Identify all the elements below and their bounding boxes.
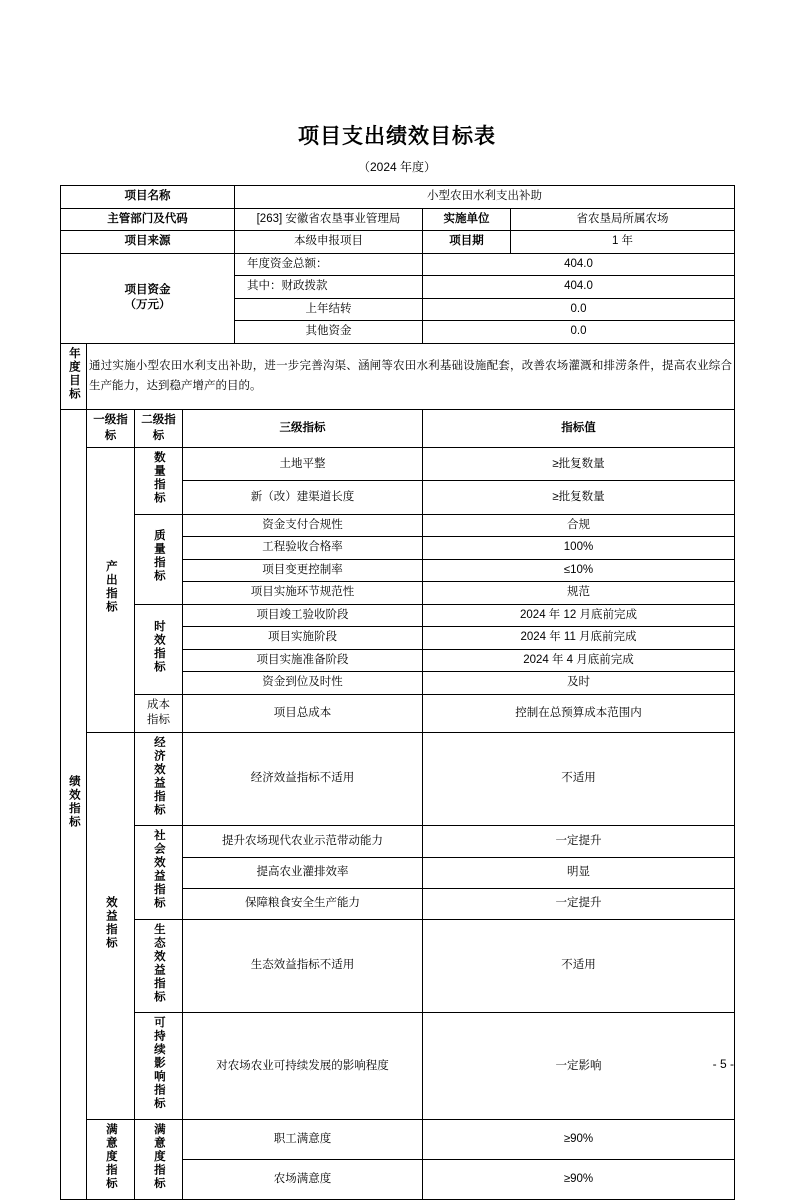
period-label: 项目期 bbox=[423, 231, 511, 254]
table-row bbox=[61, 253, 735, 276]
indicator-value: ≤10% bbox=[423, 559, 735, 582]
indicator-value: 不适用 bbox=[423, 732, 735, 826]
source-value: 本级申报项目 bbox=[235, 231, 423, 254]
indicator-name: 项目实施阶段 bbox=[183, 627, 423, 650]
unit-label: 实施单位 bbox=[423, 208, 511, 231]
funds-row-name: 其中：财政拨款 bbox=[235, 276, 423, 299]
indicator-name: 提升农场现代农业示范带动能力 bbox=[183, 826, 423, 857]
indicator-name: 项目实施准备阶段 bbox=[183, 649, 423, 672]
level1-output: 产出指标 bbox=[87, 448, 135, 733]
indicator-name: 经济效益指标不适用 bbox=[183, 732, 423, 826]
indicator-value: 及时 bbox=[423, 672, 735, 695]
table-row bbox=[61, 1120, 735, 1160]
funds-row-name: 上年结转 bbox=[235, 298, 423, 321]
table-row bbox=[61, 343, 735, 410]
indicator-value: 合规 bbox=[423, 514, 735, 537]
table-row bbox=[61, 826, 735, 857]
page-subtitle: （2024 年度） bbox=[357, 160, 437, 174]
funds-row-value: 0.0 bbox=[423, 321, 735, 344]
indicator-name: 生态效益指标不适用 bbox=[183, 919, 423, 1013]
indicator-name: 农场满意度 bbox=[183, 1160, 423, 1200]
performance-indicators-label: 绩效指标 bbox=[61, 410, 87, 1200]
period-value: 1 年 bbox=[511, 231, 735, 254]
level2-economic: 经济效益指标 bbox=[135, 732, 183, 826]
indicator-value: 2024 年 4 月底前完成 bbox=[423, 649, 735, 672]
unit-value: 省农垦局所属农场 bbox=[511, 208, 735, 231]
funds-row-value: 404.0 bbox=[423, 276, 735, 299]
table-row bbox=[61, 410, 735, 448]
indicator-name: 职工满意度 bbox=[183, 1120, 423, 1160]
level2-satisfaction: 满意度指标 bbox=[135, 1120, 183, 1200]
indicator-value: 规范 bbox=[423, 582, 735, 605]
indicator-name: 资金支付合规性 bbox=[183, 514, 423, 537]
performance-target-table bbox=[60, 185, 735, 1200]
annual-goal-text: 通过实施小型农田水利支出补助，进一步完善沟渠、涵闸等农田水利基础设施配套，改善农场灌溉和排涝条件，提高农业综合生产能力，达到稳产增产的目的。 bbox=[87, 343, 735, 410]
table-row bbox=[61, 448, 735, 481]
indicator-value: 一定提升 bbox=[423, 888, 735, 919]
indicator-name: 保障粮食安全生产能力 bbox=[183, 888, 423, 919]
dept-label: 主管部门及代码 bbox=[61, 208, 235, 231]
table-row bbox=[61, 604, 735, 627]
funds-row-value: 404.0 bbox=[423, 253, 735, 276]
indicator-value: 控制在总预算成本范围内 bbox=[423, 694, 735, 732]
level1-satisfaction: 满意度指标 bbox=[87, 1120, 135, 1200]
level2-ecological: 生态效益指标 bbox=[135, 919, 183, 1013]
indicator-name: 项目变更控制率 bbox=[183, 559, 423, 582]
table-row bbox=[61, 514, 735, 537]
table-row bbox=[61, 1013, 735, 1120]
header-level3: 三级指标 bbox=[183, 410, 423, 448]
indicator-value: 2024 年 12 月底前完成 bbox=[423, 604, 735, 627]
level2-sustainable: 可持续影响指标 bbox=[135, 1013, 183, 1120]
table-row bbox=[61, 919, 735, 1013]
indicator-value: 不适用 bbox=[423, 919, 735, 1013]
table-row bbox=[61, 732, 735, 826]
indicator-name: 工程验收合格率 bbox=[183, 537, 423, 560]
level2-timeliness: 时效指标 bbox=[135, 604, 183, 694]
indicator-value: 一定影响 bbox=[423, 1013, 735, 1120]
funds-row-name: 其他资金 bbox=[235, 321, 423, 344]
table-row bbox=[61, 694, 735, 732]
level2-social: 社会效益指标 bbox=[135, 826, 183, 920]
table-row bbox=[61, 186, 735, 209]
funds-row-value: 0.0 bbox=[423, 298, 735, 321]
indicator-value: 一定提升 bbox=[423, 826, 735, 857]
indicator-value: ≥批复数量 bbox=[423, 481, 735, 514]
level1-benefit: 效益指标 bbox=[87, 732, 135, 1120]
indicator-value: ≥批复数量 bbox=[423, 448, 735, 481]
indicator-name: 项目竣工验收阶段 bbox=[183, 604, 423, 627]
indicator-value: 明显 bbox=[423, 857, 735, 888]
level2-cost: 成本 指标 bbox=[135, 694, 183, 732]
indicator-name: 项目总成本 bbox=[183, 694, 423, 732]
table-row bbox=[61, 208, 735, 231]
page-number: - 5 - bbox=[712, 1057, 734, 1071]
project-name-label: 项目名称 bbox=[61, 186, 235, 209]
indicator-name: 项目实施环节规范性 bbox=[183, 582, 423, 605]
indicator-name: 提高农业灌排效率 bbox=[183, 857, 423, 888]
indicator-value: 100% bbox=[423, 537, 735, 560]
funds-label: 项目资金 （万元） bbox=[61, 253, 235, 343]
level2-quantity: 数量指标 bbox=[135, 448, 183, 515]
indicator-value: ≥90% bbox=[423, 1160, 735, 1200]
header-level2: 二级指标 bbox=[135, 410, 183, 448]
indicator-name: 对农场农业可持续发展的影响程度 bbox=[183, 1013, 423, 1120]
table-row bbox=[61, 231, 735, 254]
indicator-value: ≥90% bbox=[423, 1120, 735, 1160]
project-name-value: 小型农田水利支出补助 bbox=[235, 186, 735, 209]
indicator-value: 2024 年 11 月底前完成 bbox=[423, 627, 735, 650]
funds-row-name: 年度资金总额： bbox=[235, 253, 423, 276]
dept-value: [263] 安徽省农垦事业管理局 bbox=[235, 208, 423, 231]
header-value: 指标值 bbox=[423, 410, 735, 448]
source-label: 项目来源 bbox=[61, 231, 235, 254]
indicator-name: 土地平整 bbox=[183, 448, 423, 481]
indicator-name: 资金到位及时性 bbox=[183, 672, 423, 695]
header-level1: 一级指标 bbox=[87, 410, 135, 448]
level2-quality: 质量指标 bbox=[135, 514, 183, 604]
annual-goal-label: 年度目标 bbox=[61, 343, 87, 410]
page-title: 项目支出绩效目标表 bbox=[298, 125, 496, 148]
indicator-name: 新（改）建渠道长度 bbox=[183, 481, 423, 514]
